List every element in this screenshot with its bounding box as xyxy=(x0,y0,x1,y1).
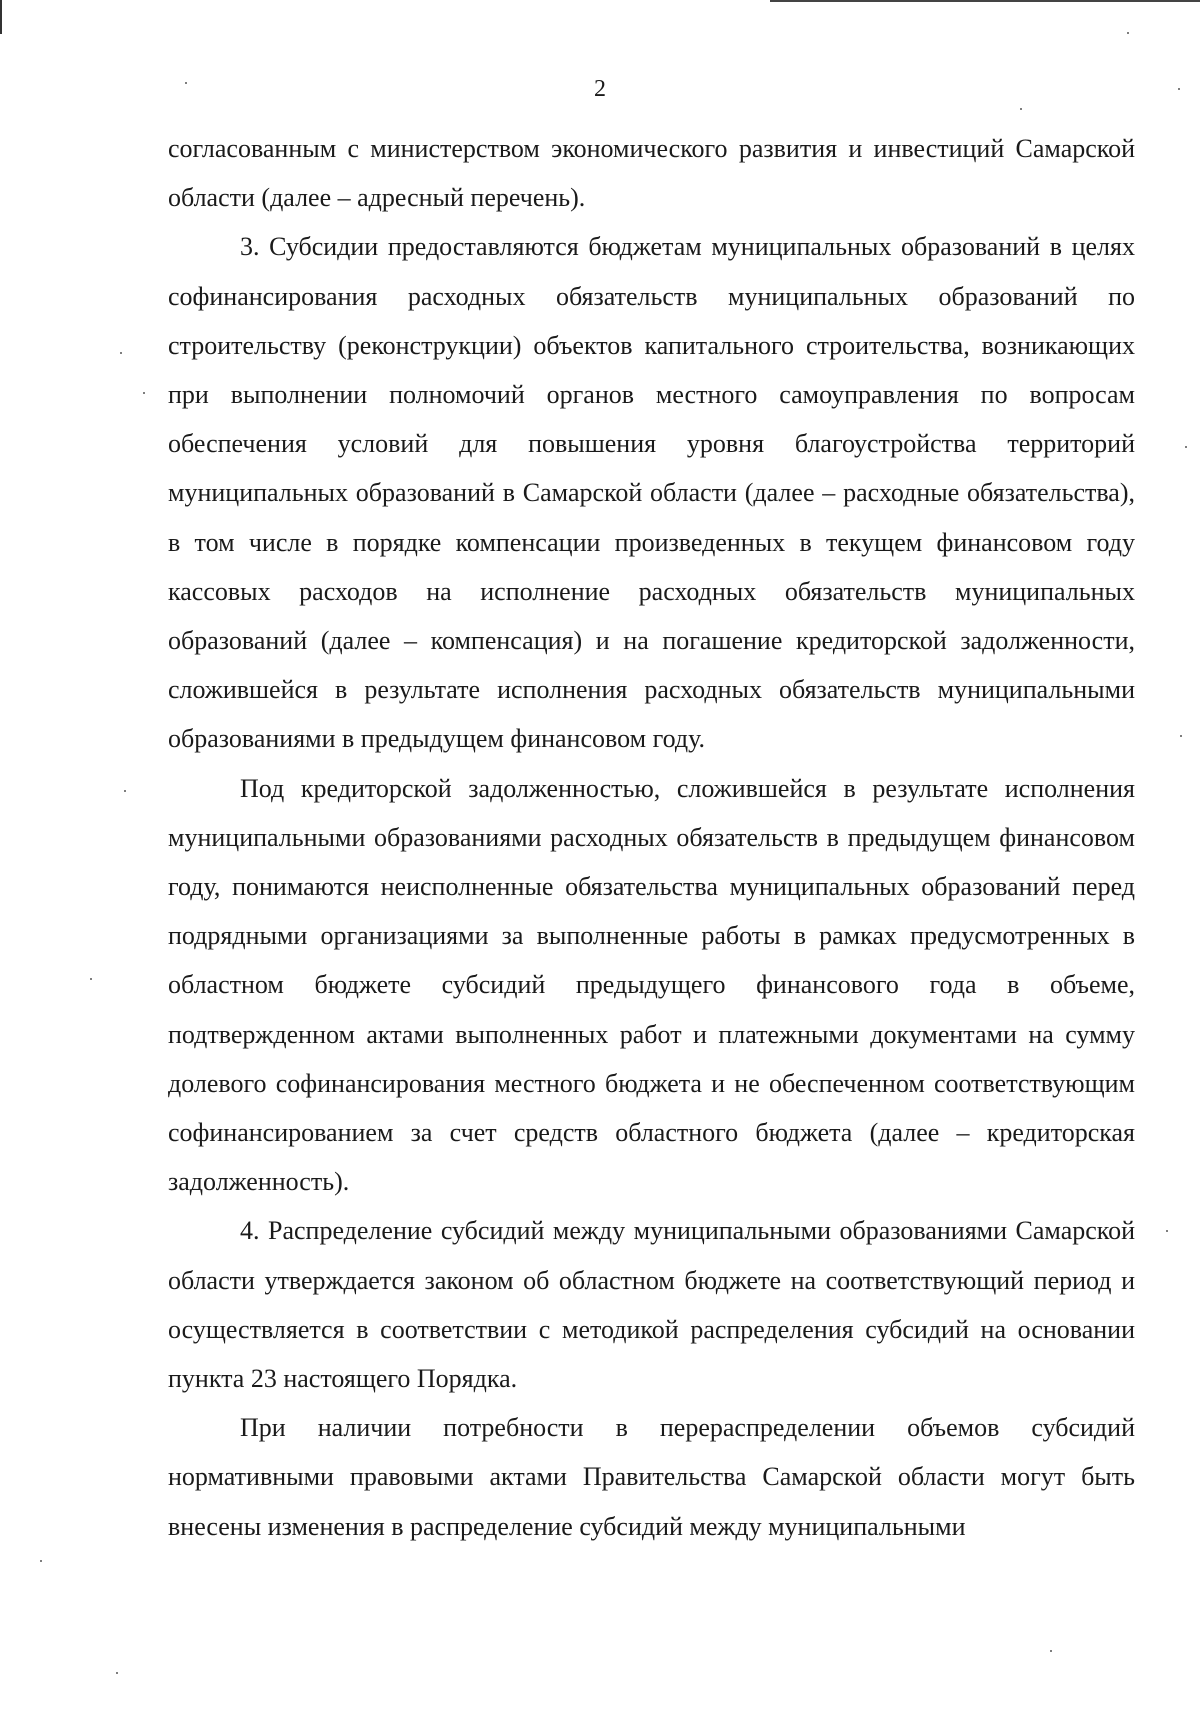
document-body xyxy=(168,124,1135,1551)
scan-speck xyxy=(1050,1650,1052,1652)
scan-speck xyxy=(1166,1230,1168,1232)
scan-speck xyxy=(185,82,187,84)
paragraph-redistribution: При наличии потребности в перераспределении объемов субсидий нормативными правовыми актами Правительства Самарской области могут быть внесены изменения в распределение субсидий между муниципальными xyxy=(168,1413,1135,1541)
scan-edge-mark-left xyxy=(0,0,2,34)
scan-speck xyxy=(1178,88,1180,90)
scan-speck xyxy=(1180,735,1182,737)
scan-speck xyxy=(1127,32,1129,34)
scan-speck xyxy=(1185,446,1187,448)
scan-speck xyxy=(120,352,122,354)
paragraph-continuation: согласованным с министерством экономического развития и инвестиций Самарской области (далее – адресный перечень). xyxy=(168,134,1135,213)
scan-speck xyxy=(116,1672,118,1674)
paragraph-item-4: 4. Распределение субсидий между муниципальными образованиями Самарской области утверждается законом об областном бюджете на соответствующий период и осуществляется в соответствии с методикой распределения субсидий на основании пункта 23 настоящего Порядка. xyxy=(168,1216,1135,1394)
scan-speck xyxy=(40,1560,42,1562)
scan-edge-mark-top xyxy=(770,0,1200,2)
scan-speck xyxy=(124,790,126,792)
paragraph-item-3: 3. Субсидии предоставляются бюджетам муниципальных образований в целях софинансирования расходных обязательств муниципальных образований по строительству (реконструкции) объектов капитального строительства, возникающих при выполнении полномочий органов местного самоуправления по вопросам обеспечения условий для повышения уровня благоустройства территорий муниципальных образований в Самарской области (далее – расходные обязательства), в том числе в порядке компенсации произведенных в текущем финансовом году кассовых расходов на исполнение расходных обязательств муниципальных образований (далее – компенсация) и на погашение кредиторской задолженности, сложившейся в результате исполнения расходных обязательств муниципальными образованиями в предыдущем финансовом году. xyxy=(168,232,1135,754)
page-number: 2 xyxy=(594,76,606,102)
paragraph-credit-debt: Под кредиторской задолженностью, сложившейся в результате исполнения муниципальными образованиями расходных обязательств в предыдущем финансовом году, понимаются неисполненные обязательства муниципальных образований перед подрядными организациями за выполненные работы в рамках предусмотренных в областном бюджете субсидий предыдущего финансового года в объеме, подтвержденном актами выполненных работ и платежными документами на сумму долевого софинансирования местного бюджета и не обеспеченном соответствующим софинансированием за счет средств областного бюджета (далее – кредиторская задолженность). xyxy=(168,773,1135,1197)
scan-speck xyxy=(143,392,145,394)
scan-speck xyxy=(90,978,92,980)
scan-speck xyxy=(1020,108,1022,110)
